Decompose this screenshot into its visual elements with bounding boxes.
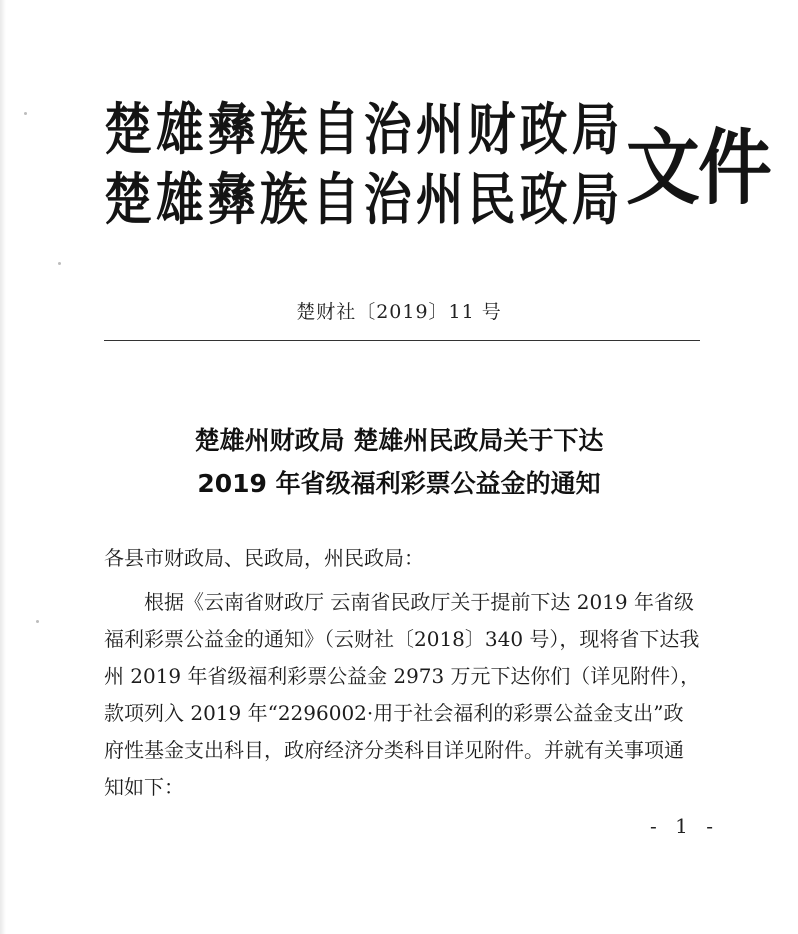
body-line: 根据《云南省财政厅 云南省民政厅关于提前下达 2019 年省级 <box>144 590 694 614</box>
scan-speck <box>24 112 27 115</box>
scan-speck <box>58 262 61 265</box>
document-type-label: 文件 <box>626 120 771 216</box>
scan-speck <box>36 620 39 623</box>
issuer-civil-affairs-bureau: 楚雄彝族自治州民政局 <box>104 167 624 233</box>
header-divider <box>104 340 700 341</box>
body-line: 款项列入 2019 年“2296002·用于社会福利的彩票公益金支出”政 <box>104 701 684 725</box>
body-line: 府性基金支出科目，政府经济分类科目详见附件。并就有关事项通 <box>104 738 684 762</box>
page-number: - 1 - <box>650 814 719 838</box>
body-line: 知如下： <box>104 775 184 799</box>
body-line: 州 2019 年省级福利彩票公益金 2973 万元下达你们（详见附件）， <box>104 664 701 688</box>
salutation: 各县市财政局、民政局，州民政局： <box>104 546 424 570</box>
body-line: 福利彩票公益金的通知》（云财社〔2018〕340 号），现将省下达我 <box>104 627 700 651</box>
red-header-masthead <box>104 84 771 234</box>
document-number: 楚财社〔2019〕11 号 <box>296 301 502 323</box>
document-title-line-1: 楚雄州财政局 楚雄州民政局关于下达 <box>194 426 604 455</box>
document-title-line-2: 2019 年省级福利彩票公益金的通知 <box>197 469 601 498</box>
issuer-finance-bureau: 楚雄彝族自治州财政局 <box>104 97 624 163</box>
